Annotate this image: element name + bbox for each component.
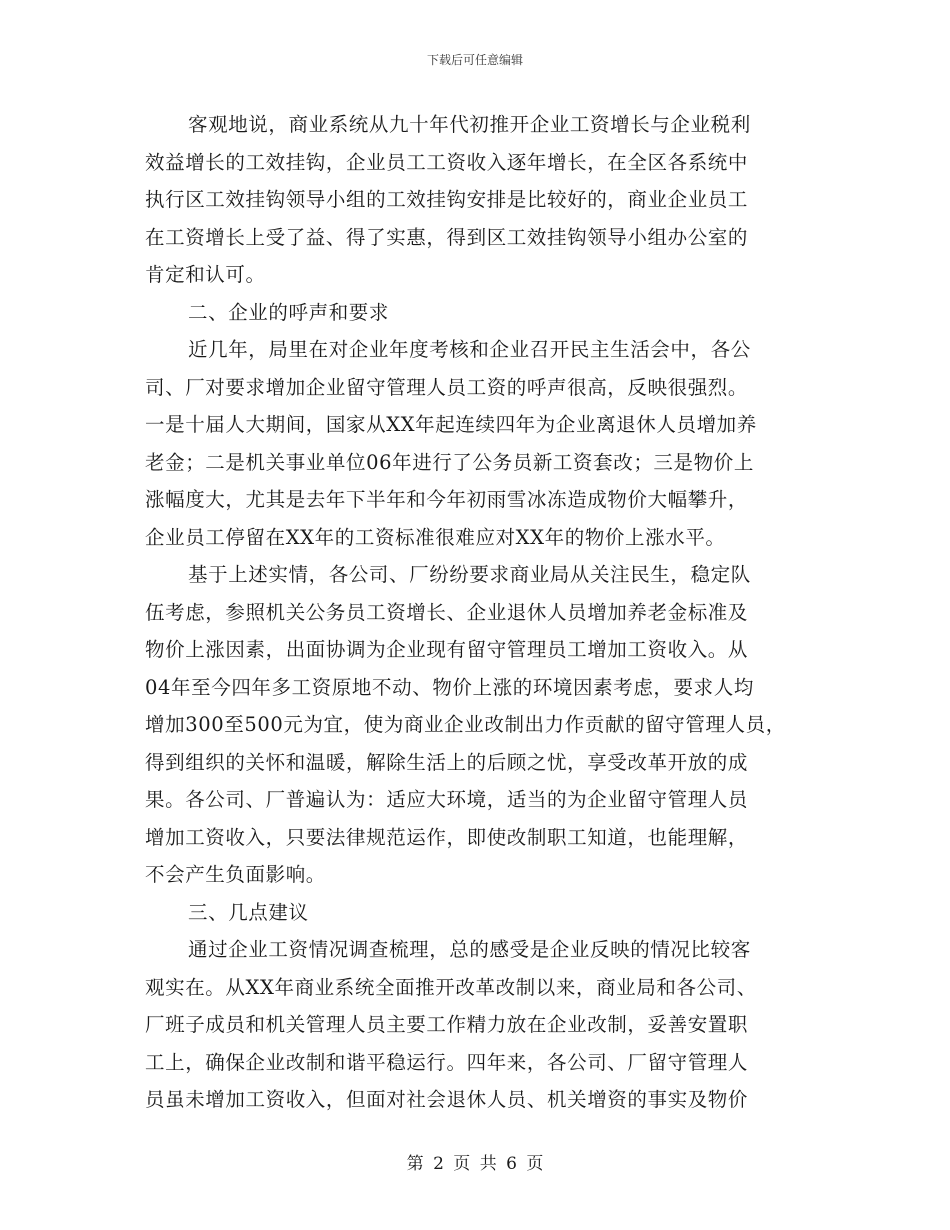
paragraph (145, 331, 805, 556)
text-line: 工上，确保企业改制和谐平稳运行。四年来，各公司、厂留守管理人 (145, 1050, 749, 1074)
text-line: 得到组织的关怀和温暖，解除生活上的后顾之忧，享受改革开放的成 (145, 750, 749, 774)
text-line: 物价上涨因素，出面协调为企业现有留守管理员工增加工资收入。从 (145, 638, 749, 661)
page-header: 下载后可任意编辑 (426, 53, 523, 67)
text-line: 不会产生负面影响。 (145, 863, 326, 886)
text-line: 通过企业工资情况调查梳理，总的感受是企业反映的情况比较客 (188, 938, 751, 961)
paragraph (145, 556, 805, 894)
text-line: 基于上述实情，各公司、厂纷纷要求商业局从关注民生，稳定队 (188, 563, 751, 586)
text-line: 客观地说，商业系统从九十年代初推开企业工资增长与企业税利 (188, 113, 751, 136)
page-number: 第 2 页 共 6 页 (406, 1154, 544, 1174)
section-heading-text: 二、企业的呼声和要求 (188, 300, 390, 324)
text-line: 04年至今四年多工资原地不动、物价上涨的环境因素考虑，要求人均 (145, 675, 754, 699)
text-line: 观实在。从XX年商业系统全面推开改革改制以来，商业局和各公司、 (145, 975, 757, 999)
document-body (145, 106, 805, 1119)
text-line: 老金；二是机关事业单位06年进行了公务员新工资套改；三是物价上 (145, 450, 754, 474)
text-line: 一是十届人大期间，国家从XX年起连续四年为企业离退休人员增加养 (145, 413, 757, 436)
paragraph (145, 931, 805, 1119)
section-heading (145, 294, 805, 332)
text-line: 涨幅度大，尤其是去年下半年和今年初雨雪冰冻造成物价大幅攀升， (145, 488, 749, 511)
text-line: 伍考虑，参照机关公务员工资增长、企业退休人员增加养老金标准及 (145, 600, 749, 624)
text-line: 肯定和认可。 (145, 263, 266, 286)
text-line: 司、厂对要求增加企业留守管理人员工资的呼声很高，反映很强烈。 (145, 375, 749, 399)
text-line: 执行区工效挂钩领导小组的工效挂钩安排是比较好的，商业企业员工 (145, 188, 749, 211)
text-line: 增加300至500元为宜，使为商业企业改制出力作贡献的留守管理人员， (145, 713, 786, 736)
text-line: 果。各公司、厂普遍认为：适应大环境，适当的为企业留守管理人员 (145, 788, 749, 811)
text-line: 效益增长的工效挂钩，企业员工工资收入逐年增长，在全区各系统中 (145, 150, 749, 174)
paragraph (145, 106, 805, 294)
section-heading (145, 894, 805, 932)
text-line: 近几年，局里在对企业年度考核和企业召开民主生活会中，各公 (188, 338, 751, 361)
text-line: 增加工资收入，只要法律规范运作，即使改制职工知道，也能理解， (145, 825, 749, 849)
text-line: 企业员工停留在XX年的工资标准很难应对XX年的物价上涨水平。 (145, 525, 726, 549)
text-line: 员虽未增加工资收入，但面对社会退休人员、机关增资的事实及物价 (145, 1088, 749, 1111)
text-line: 在工资增长上受了益、得了实惠，得到区工效挂钩领导小组办公室的 (145, 225, 749, 249)
section-heading-text: 三、几点建议 (188, 900, 309, 924)
text-line: 厂班子成员和机关管理人员主要工作精力放在企业改制，妥善安置职 (145, 1013, 749, 1036)
